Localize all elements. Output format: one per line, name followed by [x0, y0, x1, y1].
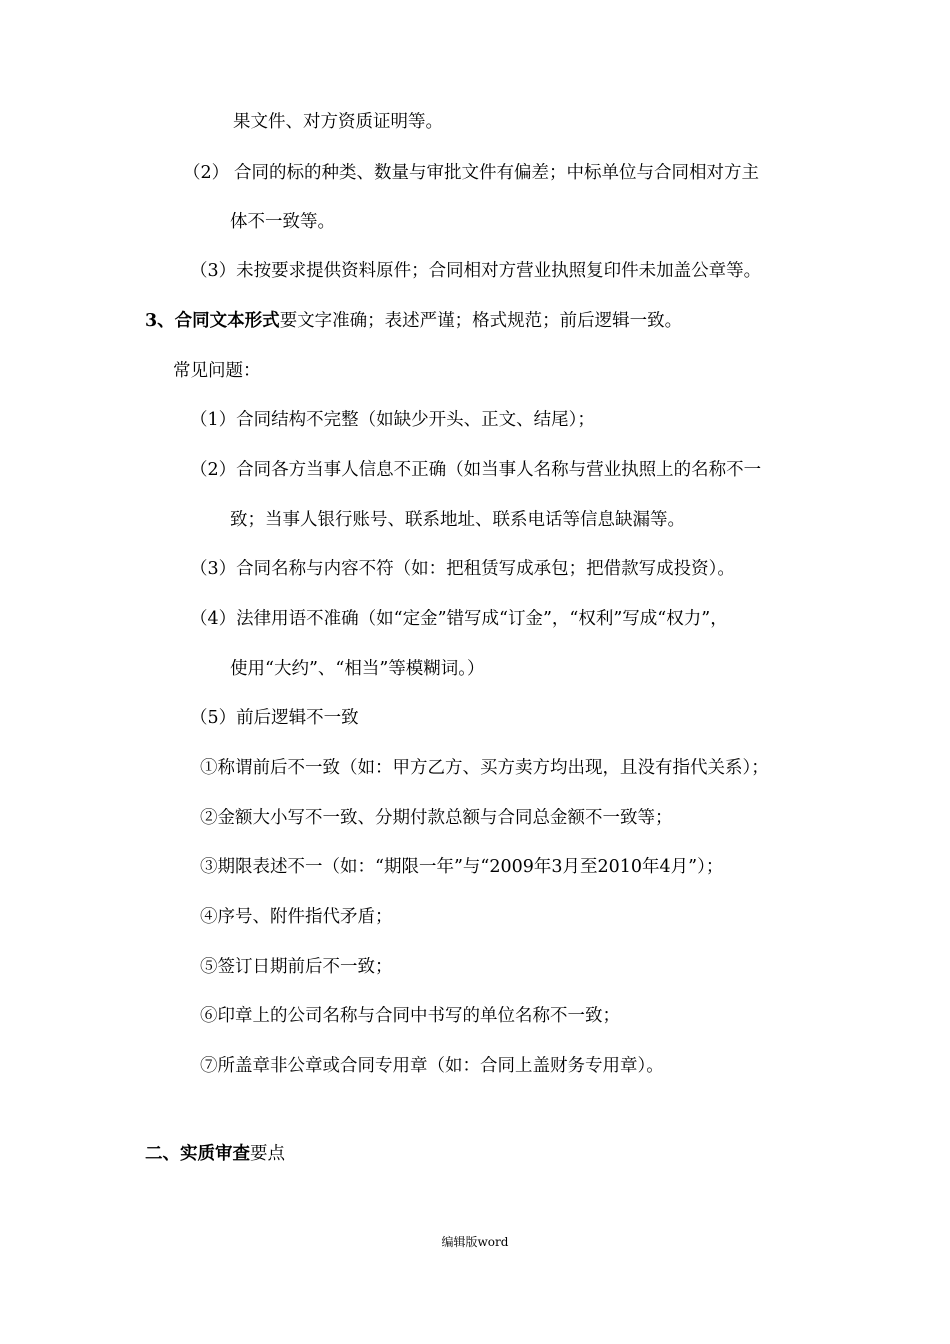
- line-11: （4）法律用语不准确（如“定金”错写成“订金”，“权利”写成“权力”，: [190, 609, 728, 629]
- line-1: 果文件、对方资质证明等。: [233, 112, 443, 132]
- section-heading-rest: 要点: [250, 1144, 285, 1164]
- common-issues-label: 常见问题：: [173, 361, 261, 381]
- logic-item-3: ③期限表述不一（如：“期限一年”与“2009年3月至2010年4月”）；: [200, 857, 724, 877]
- section-heading-2: [145, 1142, 285, 1166]
- line-4: （3）未按要求提供资料原件；合同相对方营业执照复印件未加盖公章等。: [190, 261, 762, 281]
- line-8: （2）合同各方当事人信息不正确（如当事人名称与营业执照上的名称不一: [190, 460, 762, 480]
- logic-item-4: ④序号、附件指代矛盾；: [200, 907, 393, 927]
- section-heading-rest: 要文字准确；表述严谨；格式规范；前后逻辑一致。: [279, 311, 683, 331]
- section-heading-bold: 二、实质审查: [145, 1144, 250, 1164]
- logic-item-1: ①称谓前后不一致（如：甲方乙方、买方卖方均出现，且没有指代关系）；: [200, 758, 769, 778]
- logic-item-5: ⑤签订日期前后不一致；: [200, 957, 393, 977]
- list-number: （2）: [183, 163, 230, 183]
- line-10: （3）合同名称与内容不符（如：把租赁写成承包；把借款写成投资）。: [190, 559, 735, 579]
- logic-item-7: ⑦所盖章非公章或合同专用章（如：合同上盖财务专用章）。: [200, 1056, 664, 1076]
- line-7: （1）合同结构不完整（如缺少开头、正文、结尾）；: [190, 410, 595, 430]
- line-2: 合同的标的种类、数量与审批文件有偏差；中标单位与合同相对方主: [234, 163, 759, 183]
- logic-item-2: ②金额大小写不一致、分期付款总额与合同总金额不一致等；: [200, 808, 673, 828]
- page-footer: 编辑版word: [441, 1235, 509, 1249]
- line-13: （5）前后逻辑不一致: [190, 708, 359, 728]
- line-9: 致；当事人银行账号、联系地址、联系电话等信息缺漏等。: [230, 510, 685, 530]
- section-heading-3: [145, 309, 682, 333]
- line-12: 使用“大约”、“相当”等模糊词。）: [230, 659, 485, 679]
- logic-item-6: ⑥印章上的公司名称与合同中书写的单位名称不一致；: [200, 1006, 620, 1026]
- line-3: 体不一致等。: [230, 212, 335, 232]
- section-heading-bold: 3、合同文本形式: [145, 311, 280, 331]
